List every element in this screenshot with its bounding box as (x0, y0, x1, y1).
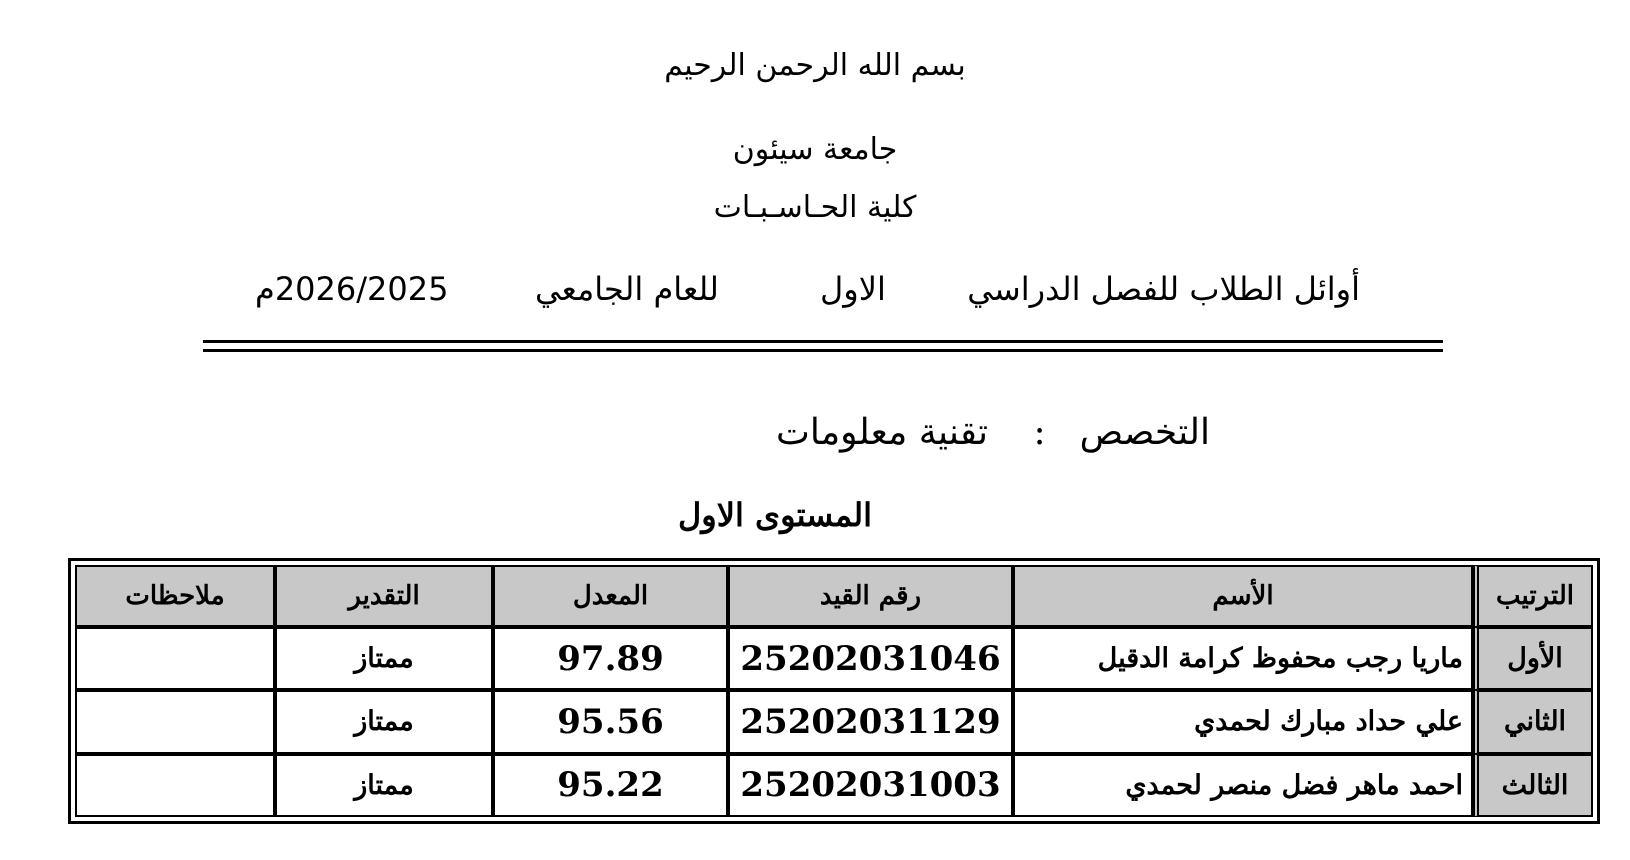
cell-name: احمد ماهر فضل منصر لحمدي (1013, 754, 1473, 817)
cell-name: علي حداد مبارك لحمدي (1013, 690, 1473, 753)
table-row (75, 690, 1593, 753)
cell-gpa: 95.22 (493, 754, 728, 817)
basmala: بسم الله الرحمن الرحيم (664, 48, 966, 83)
cell-rank: الأول (1473, 627, 1593, 690)
cell-grade: ممتاز (275, 754, 493, 817)
cell-id: 25202031129 (728, 690, 1013, 753)
cell-grade: ممتاز (275, 690, 493, 753)
academic-year: 2026/2025م (255, 270, 449, 308)
cell-name: ماريا رجب محفوظ كرامة الدقيل (1013, 627, 1473, 690)
level-heading (0, 496, 1630, 534)
specialization-value: تقنية معلومات (775, 412, 988, 453)
level-text: المستوى الاول (678, 496, 872, 534)
column-header-name: الأسم (1013, 565, 1473, 627)
table-header-row (75, 565, 1593, 627)
university-name: جامعة سيئون (732, 132, 898, 167)
specialization-separator: : (1033, 412, 1046, 453)
cell-notes (75, 690, 275, 753)
cell-gpa: 97.89 (493, 627, 728, 690)
document-title: أوائل الطلاب للفصل الدراسي (967, 270, 1360, 308)
specialization-label: التخصص (1079, 412, 1210, 453)
semester: الاول (820, 270, 886, 308)
column-header-rank: الترتيب (1473, 565, 1593, 627)
cell-rank: الثاني (1473, 690, 1593, 753)
college-name: كلية الحـاسـبـات (713, 190, 917, 225)
table-row (75, 627, 1593, 690)
header-divider-top (203, 340, 1443, 343)
specialization (776, 412, 1210, 453)
header-divider-bottom (203, 349, 1443, 352)
table-row (75, 754, 1593, 817)
cell-id: 25202031003 (728, 754, 1013, 817)
year-label: للعام الجامعي (535, 270, 719, 308)
cell-notes (75, 627, 275, 690)
cell-id: 25202031046 (728, 627, 1013, 690)
column-header-id: رقم القيد (728, 565, 1013, 627)
top-students-table (68, 558, 1600, 824)
column-header-notes: ملاحظات (75, 565, 275, 627)
cell-gpa: 95.56 (493, 690, 728, 753)
cell-grade: ممتاز (275, 627, 493, 690)
cell-rank: الثالث (1473, 754, 1593, 817)
column-header-grade: التقدير (275, 565, 493, 627)
column-header-gpa: المعدل (493, 565, 728, 627)
cell-notes (75, 754, 275, 817)
